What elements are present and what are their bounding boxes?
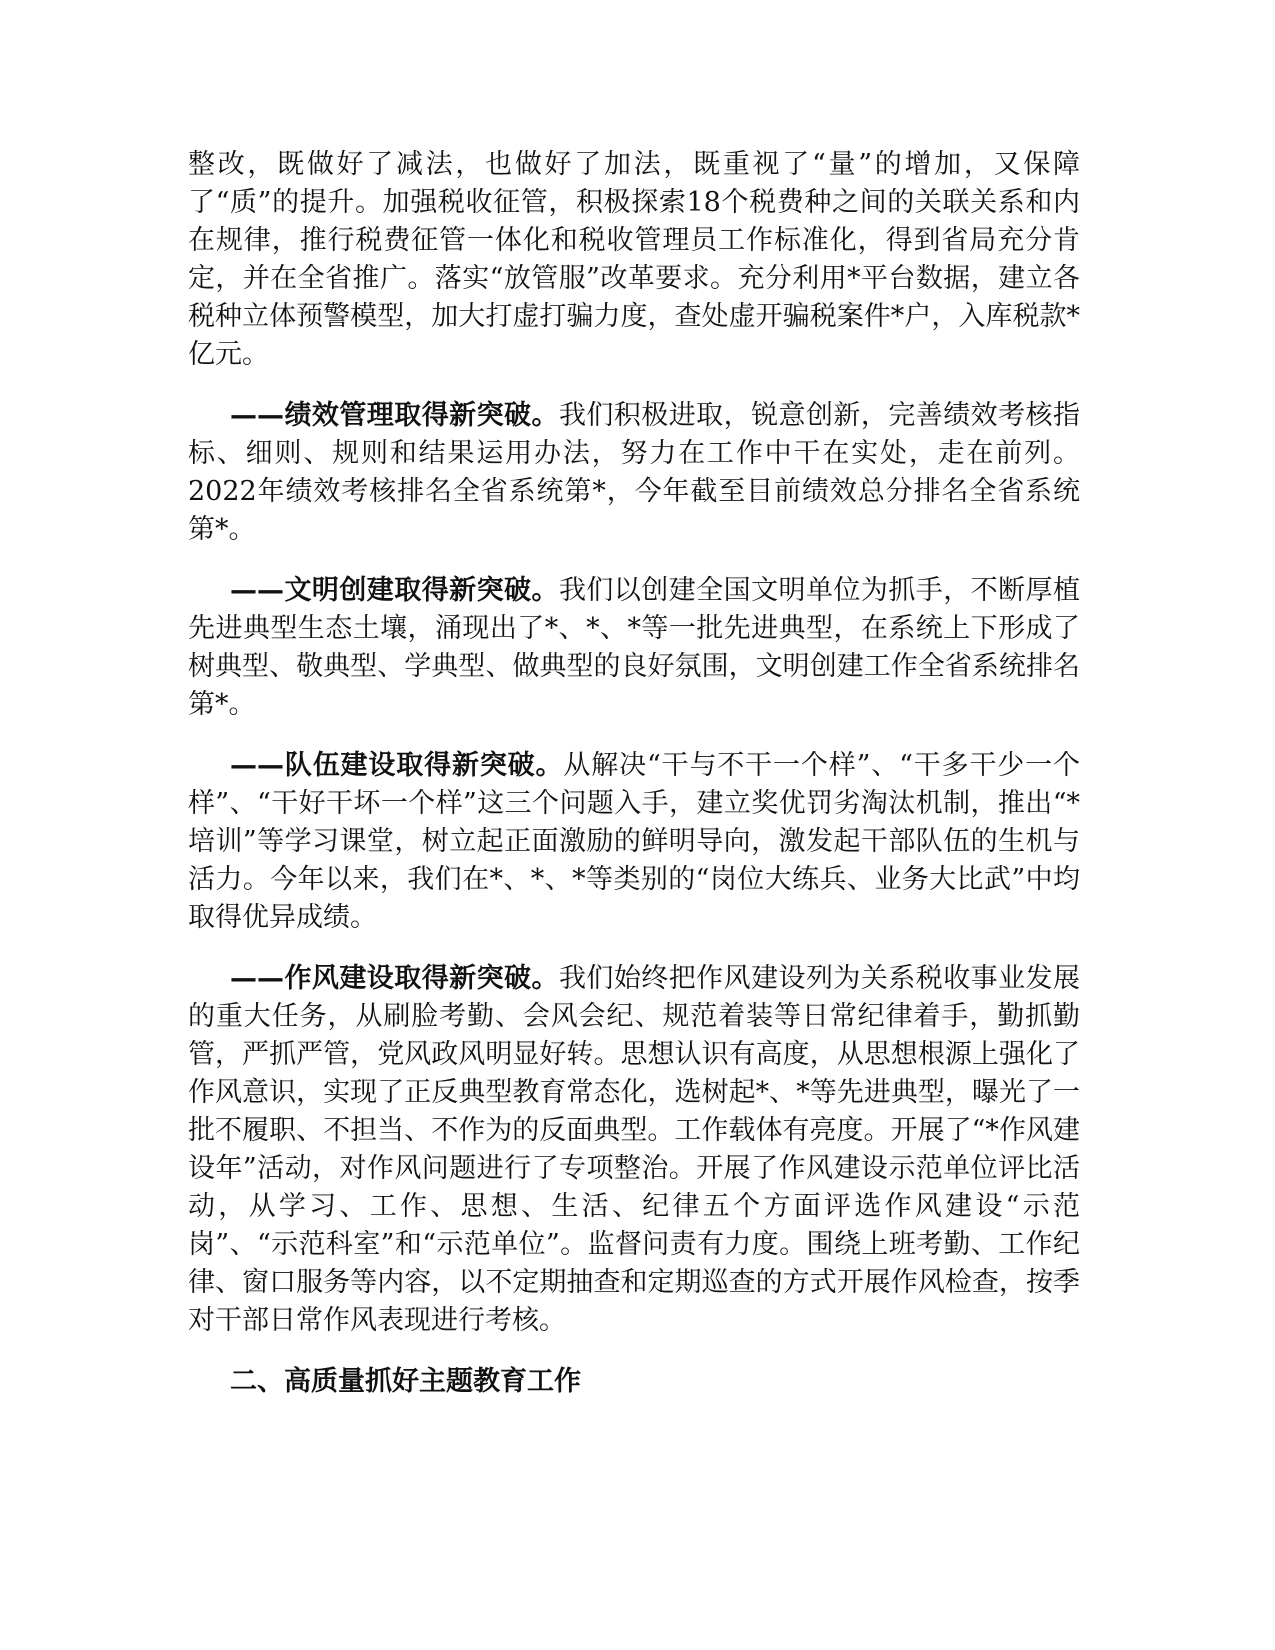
section-heading: 二、高质量抓好主题教育工作 [230, 1366, 581, 1397]
paragraph-lead: ——队伍建设取得新突破。 [230, 750, 564, 781]
paragraph-team-building [188, 747, 1080, 937]
paragraph-performance [188, 397, 1080, 549]
document-body [188, 146, 1080, 1401]
paragraph-lead: ——绩效管理取得新突破。 [230, 400, 559, 431]
paragraph-tax-collection [188, 146, 1080, 374]
paragraph-text: 我们始终把作风建设列为关系税收事业发展的重大任务，从刷脸考勤、会风会纪、规范着装等日常纪律着手，勤抓勤管，严抓严管，党风政风明显好转。思想认识有高度，从思想根源上强化了作风意识，实现了正反典型教育常态化，选树起*、*等先进典型，曝光了一批不履职、不担当、不作为的反面典型。工作载体有亮度。开展了“*作风建设年”活动，对作风问题进行了专项整治。开展了作风建设示范单位评比活动，从学习、工作、思想、生活、纪律五个方面评选作风建设“示范岗”、“示范科室”和“示范单位”。监督问责有力度。围绕上班考勤、工作纪律、窗口服务等内容，以不定期抽查和定期巡查的方式开展作风检查，按季对干部日常作风表现进行考核。 [188, 963, 1081, 1336]
paragraph-text: 整改，既做好了减法，也做好了加法，既重视了“量”的增加，又保障了“质”的提升。加强税收征管，积极探索18个税费种之间的关联关系和内在规律，推行税费征管一体化和税收管理员工作标准化，得到省局充分肯定，并在全省推广。落实“放管服”改革要求。充分利用*平台数据，建立各税种立体预警模型，加大打虚打骗力度，查处虚开骗税案件*户，入库税款*亿元。 [188, 149, 1080, 370]
paragraph-lead: ——文明创建取得新突破。 [230, 575, 559, 606]
paragraph-lead: ——作风建设取得新突破。 [230, 963, 559, 994]
paragraph-text: 我们积极进取，锐意创新，完善绩效考核指标、细则、规则和结果运用办法，努力在工作中干在实处，走在前列。2022年绩效考核排名全省系统第*，今年截至目前绩效总分排名全省系统第*。 [188, 400, 1081, 545]
paragraph-text: 我们以创建全国文明单位为抓手，不断厚植先进典型生态土壤，涌现出了*、*、*等一批先进典型，在系统上下形成了树典型、敬典型、学典型、做典型的良好氛围，文明创建工作全省系统排名第*。 [188, 575, 1081, 720]
paragraph-civilization [188, 572, 1080, 724]
paragraph-work-style [188, 960, 1080, 1340]
paragraph-text: 从解决“干与不干一个样”、“干多干少一个样”、“干好干坏一个样”这三个问题入手，建立奖优罚劣淘汰机制，推出“*培训”等学习课堂，树立起正面激励的鲜明导向，激发起干部队伍的生机与活力。今年以来，我们在*、*、*等类别的“岗位大练兵、业务大比武”中均取得优异成绩。 [188, 750, 1080, 933]
